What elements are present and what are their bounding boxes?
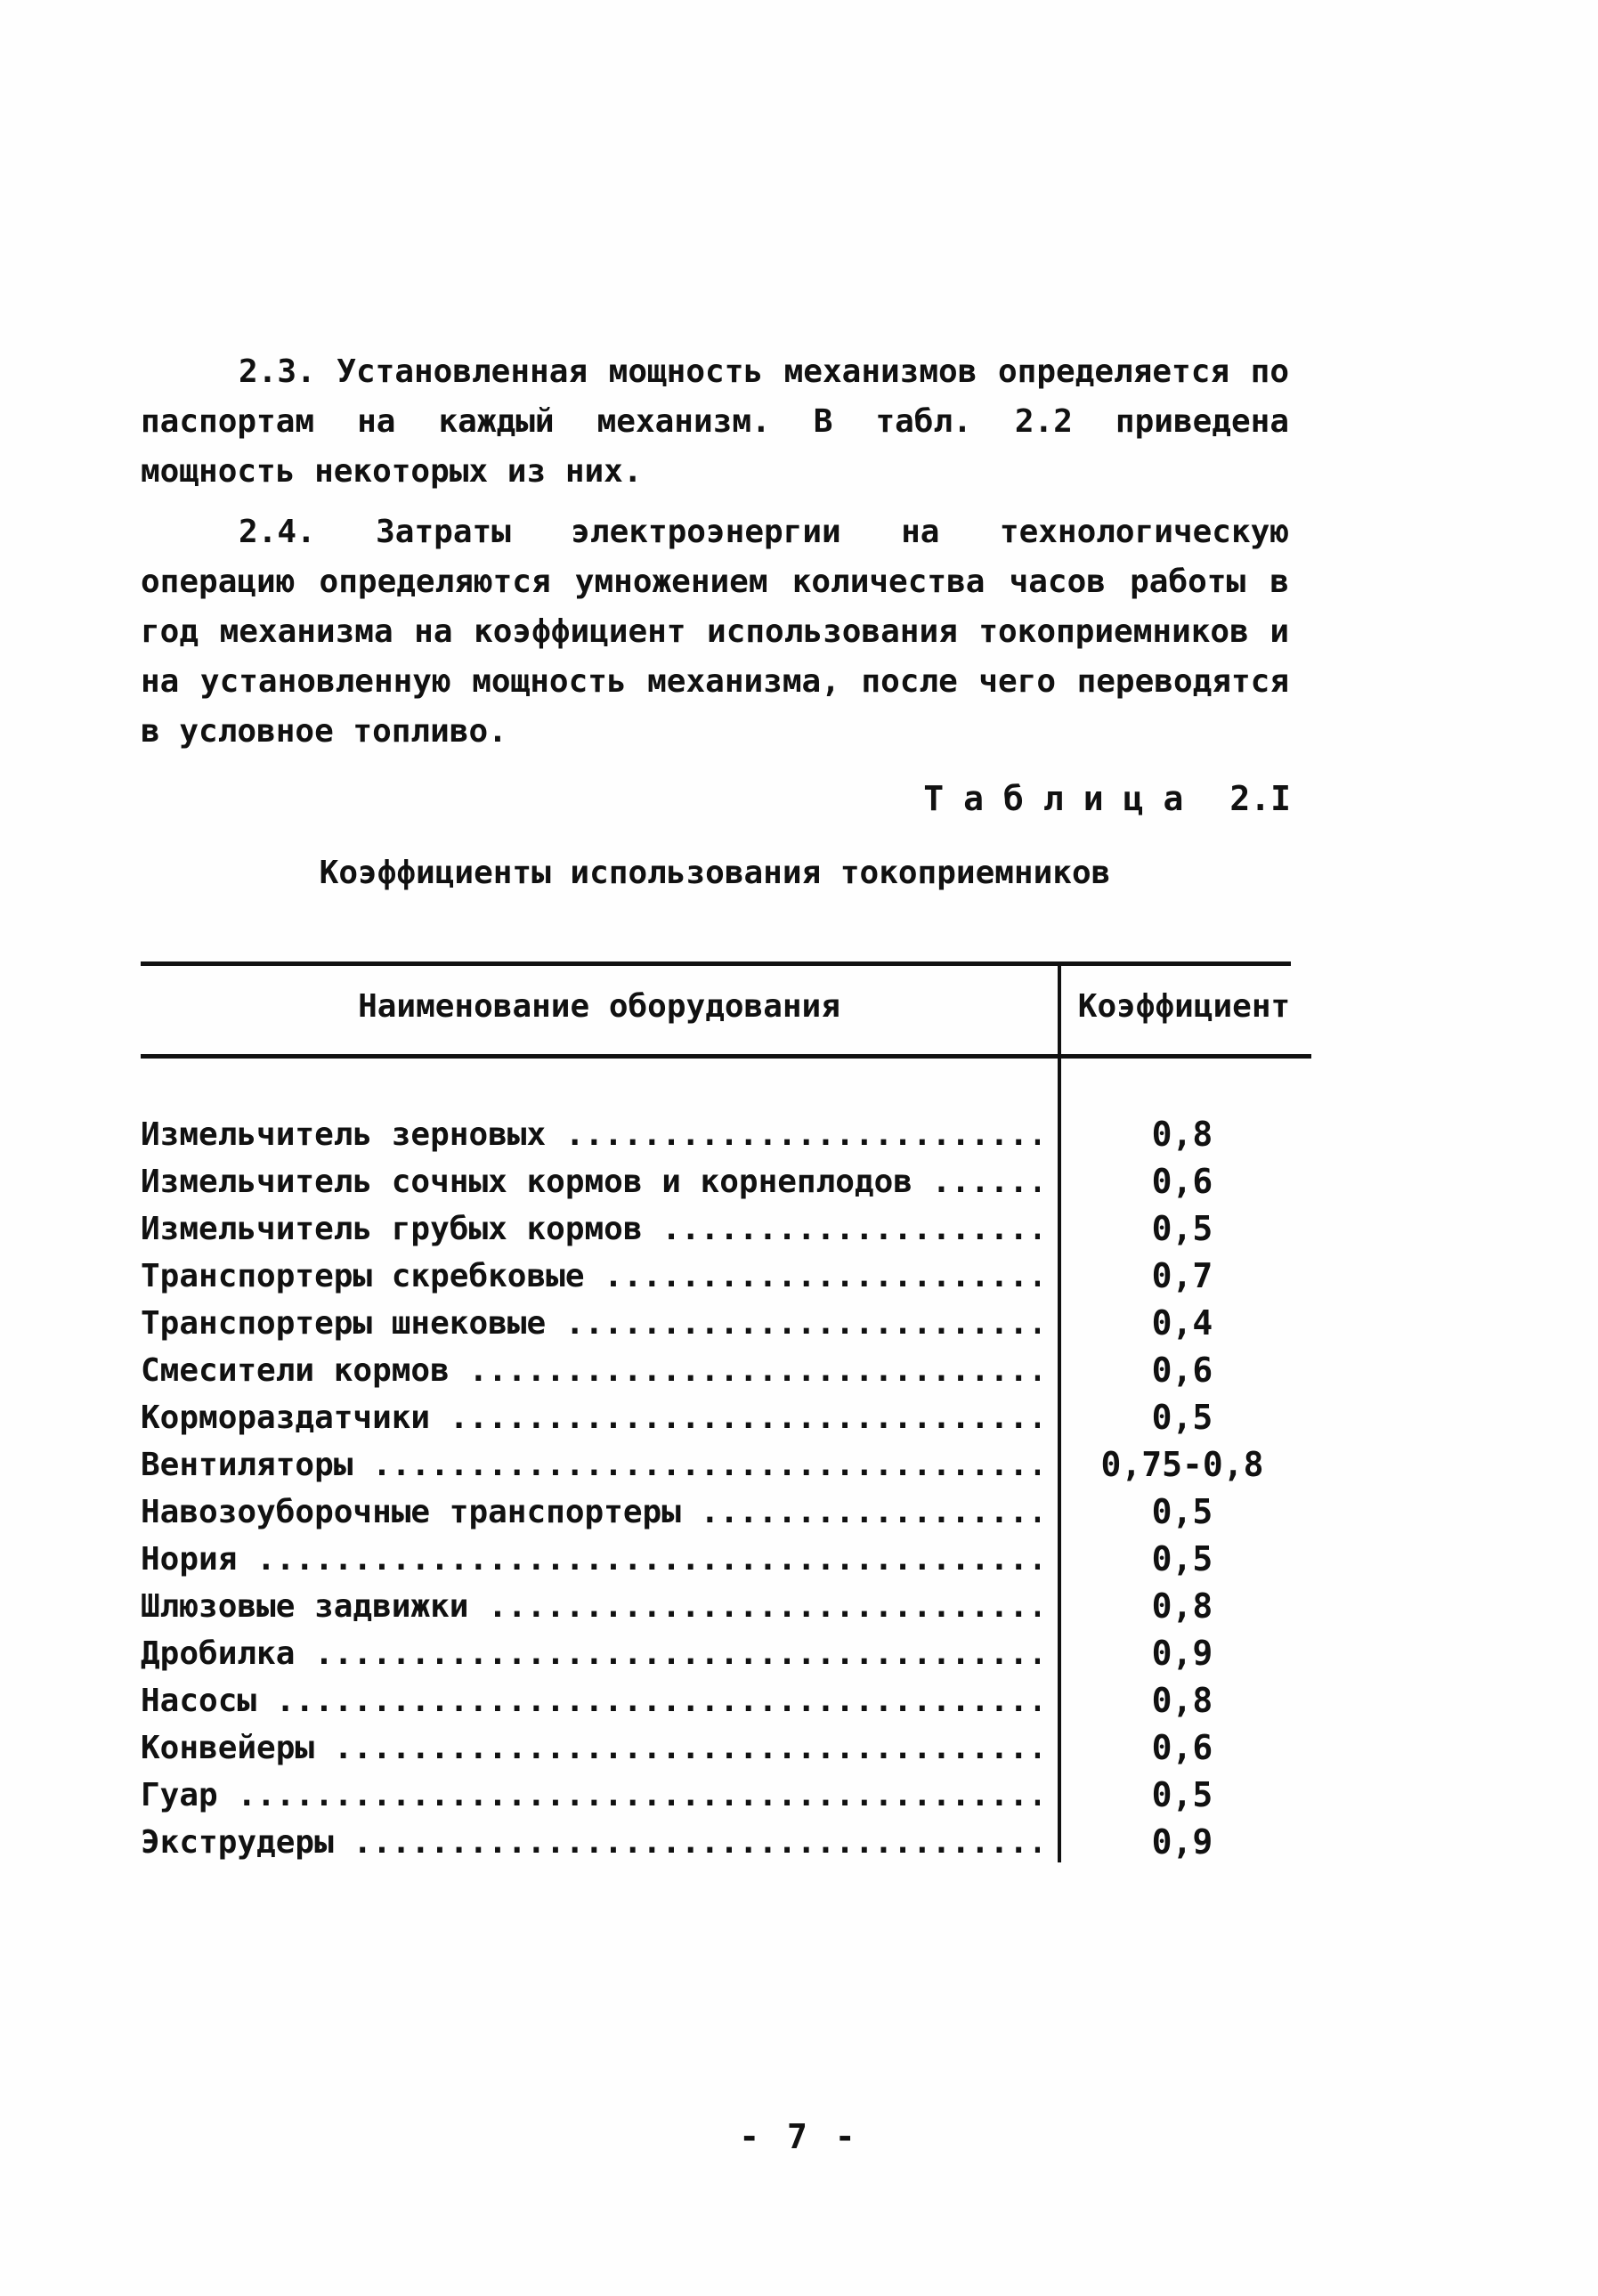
- table-row: [141, 1583, 1289, 1630]
- coefficient-value: 0,5: [1151, 1209, 1213, 1248]
- equipment-name: Гуар .....: [141, 1772, 1040, 1819]
- coefficient-value: 0,75-0,8: [1100, 1445, 1264, 1484]
- paragraph-2-3: 2.3. Установленная мощность механизмов определяется по паспортам на каждый механизм. В табл. 2.2 приведена мощность некоторых из них.: [141, 353, 1289, 490]
- table-row: [141, 1489, 1289, 1536]
- coefficient-value: 0,5: [1151, 1492, 1213, 1531]
- table-row: [141, 1394, 1289, 1441]
- equipment-name: Нория .....: [141, 1536, 1040, 1583]
- equipment-name: Вентиляторы .....: [141, 1441, 1040, 1489]
- coefficient-value: 0,6: [1151, 1162, 1213, 1201]
- table-row: [141, 1724, 1289, 1772]
- coefficient-value: 0,8: [1151, 1681, 1213, 1720]
- equipment-name: Измельчитель сочных кормов и корнеплодов .....: [141, 1158, 1040, 1205]
- table-row: [141, 1441, 1289, 1489]
- table-label: Таблица: [923, 779, 1204, 818]
- coefficient-value: 0,8: [1151, 1115, 1213, 1154]
- equipment-name: Транспортеры скребковые .....: [141, 1253, 1040, 1300]
- table-row: [141, 1536, 1289, 1583]
- equipment-name: Навозоуборочные транспортеры .....: [141, 1489, 1040, 1536]
- equipment-name: Шлюзовые задвижки .....: [141, 1583, 1040, 1630]
- coefficient-value: 0,4: [1151, 1303, 1213, 1343]
- coefficient-value: 0,6: [1151, 1351, 1213, 1390]
- coefficient-value: 0,9: [1151, 1822, 1213, 1862]
- paragraph-2-4: 2.4. Затраты электроэнергии на технологическую операцию определяются умножением количества часов работы в год механизма на коэффициент использования токоприемников и на установленную мощность механизма, после чего переводятся в условное топливо.: [141, 514, 1289, 750]
- table-number: 2.I: [1229, 779, 1291, 818]
- equipment-name: Кормораздатчики .....: [141, 1394, 1040, 1441]
- table-top-rule: [141, 961, 1291, 966]
- table-row: [141, 1158, 1289, 1205]
- equipment-name: Смесители кормов .....: [141, 1347, 1040, 1394]
- table-row: [141, 1300, 1289, 1347]
- coefficient-value: 0,5: [1151, 1398, 1213, 1437]
- table-row: [141, 1253, 1289, 1300]
- equipment-name: Измельчитель грубых кормов .....: [141, 1205, 1040, 1253]
- equipment-name: Измельчитель зерновых .....: [141, 1111, 1040, 1158]
- table-row: [141, 1677, 1289, 1724]
- equipment-name: Конвейеры .....: [141, 1724, 1040, 1772]
- coefficient-value: 0,5: [1151, 1539, 1213, 1578]
- page-number: - 7 -: [739, 2117, 859, 2156]
- table-row: [141, 1772, 1289, 1819]
- table-title: Коэффициенты использования токоприемников: [319, 855, 1111, 891]
- column-header-name: Наименование оборудования: [358, 988, 840, 1025]
- column-header-coefficient: Коэффициент: [1077, 988, 1291, 1025]
- table-row: [141, 1819, 1289, 1866]
- coefficient-value: 0,5: [1151, 1775, 1213, 1814]
- table-row: [141, 1630, 1289, 1677]
- coefficient-value: 0,9: [1151, 1634, 1213, 1673]
- equipment-name: Дробилка .....: [141, 1630, 1040, 1677]
- table-caption-number: [908, 779, 1291, 818]
- table-body: [141, 1111, 1289, 1866]
- equipment-name: Насосы .....: [141, 1677, 1040, 1724]
- table-header-rule: [141, 1054, 1311, 1059]
- equipment-name: Экструдеры .....: [141, 1819, 1040, 1866]
- coefficient-value: 0,8: [1151, 1586, 1213, 1626]
- coefficient-value: 0,7: [1151, 1256, 1213, 1295]
- table-row: [141, 1111, 1289, 1158]
- table-row: [141, 1205, 1289, 1253]
- table-row: [141, 1347, 1289, 1394]
- coefficient-value: 0,6: [1151, 1728, 1213, 1767]
- equipment-name: Транспортеры шнековые .....: [141, 1300, 1040, 1347]
